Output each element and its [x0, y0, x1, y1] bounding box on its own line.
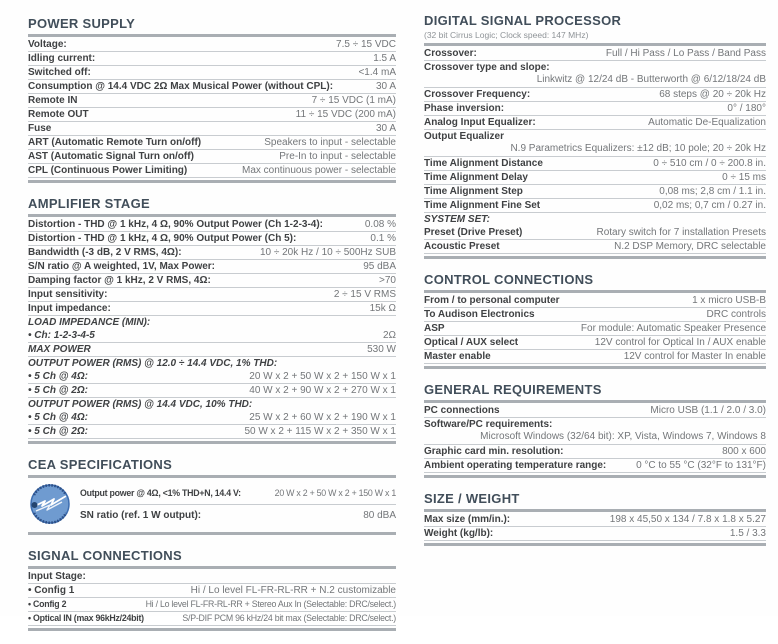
- section-title: AMPLIFIER STAGE: [28, 196, 150, 211]
- spec-value: 10 ÷ 20k Hz / 10 ÷ 500Hz SUB: [259, 247, 396, 258]
- spec-label: Fuse: [28, 123, 52, 134]
- spec-label: SYSTEM SET:: [424, 214, 490, 225]
- spec-label: OUTPUT POWER (RMS) @ 14.4 VDC, 10% THD:: [28, 399, 253, 410]
- spec-row: [28, 122, 396, 136]
- spec-row: [424, 459, 766, 473]
- spec-value: 11 ÷ 15 VDC (200 mA): [295, 109, 396, 120]
- spec-value: 20 W x 2 + 50 W x 2 + 150 W x 1: [249, 371, 396, 382]
- spec-row: [424, 171, 766, 185]
- spec-row: [28, 94, 396, 108]
- spec-label: LOAD IMPEDANCE (MIN):: [28, 317, 151, 328]
- spec-value: 68 steps @ 20 ÷ 20k Hz: [659, 89, 766, 100]
- spec-label: From / to personal computer: [424, 295, 560, 306]
- spec-label: S/N ratio @ A weighted, 1V, Max Power:: [28, 261, 216, 272]
- spec-value: 0.1 %: [370, 233, 396, 244]
- section-general-requirements: [424, 382, 766, 478]
- spec-label: Weight (kg/lb):: [424, 528, 494, 539]
- spec-value: Linkwitz @ 12/24 dB - Butterworth @ 6/12/18/24 dB: [536, 74, 766, 85]
- spec-row: [28, 329, 396, 343]
- spec-row: [28, 612, 396, 626]
- spec-label: Output Equalizer: [424, 131, 504, 142]
- spec-label: CPL (Continuous Power Limiting): [28, 165, 188, 176]
- spec-value: 50 W x 2 + 115 W x 2 + 350 W x 1: [244, 426, 396, 437]
- spec-row: [424, 513, 766, 527]
- spec-label: ART (Automatic Remote Turn on/off): [28, 137, 202, 148]
- spec-value: Automatic De-Equalization: [648, 117, 766, 128]
- section-header: [28, 196, 396, 217]
- spec-label: Ambient operating temperature range:: [424, 460, 607, 471]
- cea-body: [28, 479, 396, 530]
- spec-row: [28, 288, 396, 302]
- spec-row: [28, 66, 396, 80]
- spec-label: Master enable: [424, 351, 491, 362]
- spec-value: 2Ω: [382, 330, 396, 341]
- spec-value: N.9 Parametrics Equalizers: ±12 dB; 10 pole; 20 ÷ 20k Hz: [510, 143, 766, 154]
- spec-row: [424, 404, 766, 418]
- section-title: GENERAL REQUIREMENTS: [424, 382, 602, 397]
- spec-value: Full / Hi Pass / Lo Pass / Band Pass: [605, 48, 766, 59]
- spec-value: Max continuous power - selectable: [242, 165, 396, 176]
- spec-value: 0 °C to 55 °C (32°F to 131°F): [636, 460, 766, 471]
- spec-label: Optical / AUX select: [424, 337, 519, 348]
- spec-row: [424, 88, 766, 102]
- spec-label: Acoustic Preset: [424, 241, 500, 252]
- section-title: POWER SUPPLY: [28, 16, 136, 31]
- spec-label: PC connections: [424, 405, 500, 416]
- spec-row: [28, 357, 396, 370]
- spec-label: Bandwidth (-3 dB, 2 V RMS, 4Ω):: [28, 247, 182, 258]
- spec-row: [424, 294, 766, 308]
- spec-row: [424, 308, 766, 322]
- spec-label: Remote IN: [28, 95, 78, 106]
- section-title: CONTROL CONNECTIONS: [424, 272, 594, 287]
- section-title: SIZE / WEIGHT: [424, 491, 520, 506]
- spec-label: Software/PC requirements:: [424, 419, 553, 430]
- spec-value: 0,08 ms; 2,8 cm / 1.1 in.: [659, 186, 766, 197]
- spec-label: Crossover:: [424, 48, 477, 59]
- spec-row: [28, 370, 396, 384]
- spec-rows: [28, 38, 396, 178]
- section-title: SIGNAL CONNECTIONS: [28, 548, 182, 563]
- spec-rows: [28, 218, 396, 439]
- spec-label: • Config 2: [28, 599, 67, 609]
- spec-value: Micro USB (1.1 / 2.0 / 3.0): [650, 405, 766, 416]
- spec-row: [28, 136, 396, 150]
- spec-row: [424, 157, 766, 171]
- right-column: [424, 0, 766, 559]
- section-cea-specifications: [28, 457, 396, 535]
- spec-value: 800 x 600: [722, 446, 766, 457]
- section-title: DIGITAL SIGNAL PROCESSOR: [424, 13, 622, 28]
- spec-row: [28, 343, 396, 357]
- spec-value: 1.5 A: [373, 53, 396, 64]
- spec-value: N.2 DSP Memory, DRC selectable: [614, 241, 766, 252]
- section-header: [28, 16, 396, 37]
- spec-value: Microsoft Windows (32/64 bit): XP, Vista, Windows 7, Windows 8: [480, 431, 766, 442]
- spec-label: Distortion - THD @ 1 kHz, 4 Ω, 90% Output Power (Ch 1-2-3-4):: [28, 219, 324, 230]
- spec-row: [424, 445, 766, 459]
- spec-value: 0° / 180°: [727, 103, 766, 114]
- spec-value: For module: Automatic Speaker Presence: [580, 323, 766, 334]
- spec-label: Remote OUT: [28, 109, 89, 120]
- section-title: CEA SPECIFICATIONS: [28, 457, 173, 472]
- spec-rows: [424, 294, 766, 364]
- spec-row: [28, 260, 396, 274]
- spec-label: Time Alignment Fine Set: [424, 200, 541, 211]
- section-header: [424, 13, 766, 46]
- spec-label: • 5 Ch @ 2Ω:: [28, 426, 88, 437]
- left-column: [28, 0, 396, 644]
- spec-value: 95 dBA: [363, 261, 396, 272]
- spec-row: [424, 226, 766, 240]
- spec-row: [424, 199, 766, 213]
- section-header: [424, 382, 766, 403]
- spec-row: [28, 232, 396, 246]
- section-amplifier-stage: [28, 196, 396, 444]
- spec-value: >70: [379, 275, 396, 286]
- section-header: [28, 457, 396, 478]
- spec-value: 0 ÷ 15 ms: [722, 172, 766, 183]
- section-header: [28, 548, 396, 569]
- spec-row: [28, 52, 396, 66]
- spec-row: [28, 411, 396, 425]
- spec-label: Input impedance:: [28, 303, 111, 314]
- spec-row: [424, 527, 766, 541]
- spec-value: 15k Ω: [369, 303, 396, 314]
- spec-value: 1.5 / 3.3: [729, 528, 766, 539]
- spec-row: [424, 240, 766, 254]
- spec-label: Preset (Drive Preset): [424, 227, 523, 238]
- spec-label: Output power @ 4Ω, <1% THD+N, 14.4 V:: [80, 487, 241, 498]
- section-subtitle: (32 bit Cirrus Logic; Clock speed: 147 MHz): [424, 30, 589, 40]
- spec-label: Graphic card min. resolution:: [424, 446, 564, 457]
- spec-rows: [424, 513, 766, 541]
- spec-label: Time Alignment Distance: [424, 158, 543, 169]
- spec-value: 0.08 %: [364, 219, 396, 230]
- spec-row: [424, 185, 766, 199]
- spec-row: [28, 598, 396, 612]
- spec-value: 0,02 ms; 0,7 cm / 0.27 in.: [653, 200, 766, 211]
- spec-value: Rotary switch for 7 installation Presets: [596, 227, 766, 238]
- spec-label: • Optical IN (max 96kHz/24bit): [28, 613, 144, 623]
- spec-row: [28, 218, 396, 232]
- spec-row: [424, 322, 766, 336]
- spec-row: [28, 398, 396, 411]
- spec-value: Hi / Lo level FL-FR-RL-RR + N.2 customizable: [190, 585, 396, 596]
- spec-row: [28, 316, 396, 329]
- spec-row: [28, 150, 396, 164]
- spec-label: AST (Automatic Signal Turn on/off): [28, 151, 194, 162]
- spec-label: Distortion - THD @ 1 kHz, 4 Ω, 90% Output Power (Ch 5):: [28, 233, 297, 244]
- section-header: [424, 272, 766, 293]
- spec-label: • Ch: 1-2-3-4-5: [28, 330, 95, 341]
- spec-label: Max size (mm/in.):: [424, 514, 511, 525]
- spec-label: Input sensitivity:: [28, 289, 108, 300]
- spec-value: 1 x micro USB-B: [692, 295, 766, 306]
- spec-row: [424, 350, 766, 364]
- spec-row: [28, 425, 396, 439]
- spec-value: 0 ÷ 510 cm / 0 ÷ 200.8 in.: [653, 158, 766, 169]
- spec-value: 30 A: [375, 123, 396, 134]
- spec-label: SN ratio (ref. 1 W output):: [80, 509, 202, 521]
- spec-label: Consumption @ 14.4 VDC 2Ω Max Musical Power (without CPL):: [28, 81, 334, 92]
- spec-label: Idling current:: [28, 53, 96, 64]
- spec-row: [80, 505, 396, 526]
- spec-row: [28, 584, 396, 598]
- spec-rows: [424, 404, 766, 473]
- spec-label: ASP: [424, 323, 445, 334]
- spec-value: S/P-DIF PCM 96 kHz/24 bit max (Selectable: DRC/select.): [182, 613, 396, 623]
- section-size-weight: [424, 491, 766, 546]
- spec-label: • 5 Ch @ 4Ω:: [28, 412, 88, 423]
- spec-row: [424, 336, 766, 350]
- spec-row: [424, 213, 766, 226]
- spec-row: [28, 274, 396, 288]
- spec-value: Hi / Lo level FL-FR-RL-RR + Stereo Aux In (Selectable: DRC/select.): [145, 599, 396, 609]
- spec-label: Time Alignment Step: [424, 186, 523, 197]
- spec-label: Time Alignment Delay: [424, 172, 528, 183]
- spec-label: • 5 Ch @ 2Ω:: [28, 385, 88, 396]
- spec-row: [80, 483, 396, 505]
- spec-value: 20 W x 2 + 50 W x 2 + 150 W x 1: [274, 487, 396, 498]
- spec-rows: [80, 483, 396, 526]
- section-digital-signal-processor: [424, 13, 766, 259]
- spec-label: Crossover Frequency:: [424, 89, 531, 100]
- spec-row: [28, 246, 396, 260]
- spec-value: Speakers to input - selectable: [264, 137, 396, 148]
- spec-value: Pre-In to input - selectable: [279, 151, 396, 162]
- spec-rows: [424, 47, 766, 254]
- spec-label: Crossover type and slope:: [424, 62, 550, 73]
- spec-row: [424, 61, 766, 88]
- spec-value: <1.4 mA: [358, 67, 396, 78]
- spec-row: [424, 418, 766, 445]
- spec-value: 2 ÷ 15 V RMS: [333, 289, 396, 300]
- spec-row: [28, 108, 396, 122]
- spec-row: [28, 384, 396, 398]
- spec-label: Analog Input Equalizer:: [424, 117, 536, 128]
- spec-value: 530 W: [367, 344, 396, 355]
- spec-value: 80 dBA: [363, 509, 396, 521]
- spec-label: Damping factor @ 1 kHz, 2 V RMS, 4Ω:: [28, 275, 211, 286]
- section-power-supply: [28, 16, 396, 183]
- spec-label: Switched off:: [28, 67, 91, 78]
- spec-value: DRC controls: [706, 309, 766, 320]
- spec-row: [424, 47, 766, 61]
- spec-label: MAX POWER: [28, 344, 91, 355]
- spec-label: Input Stage:: [28, 571, 86, 582]
- spec-row: [28, 80, 396, 94]
- spec-row: [28, 302, 396, 316]
- section-control-connections: [424, 272, 766, 369]
- spec-label: To Audison Electronics: [424, 309, 535, 320]
- spec-row: [424, 130, 766, 157]
- spec-label: Phase inversion:: [424, 103, 505, 114]
- spec-value: 40 W x 2 + 90 W x 2 + 270 W x 1: [249, 385, 396, 396]
- spec-value: 7 ÷ 15 VDC (1 mA): [311, 95, 396, 106]
- spec-value: 7.5 ÷ 15 VDC: [336, 39, 396, 50]
- spec-value: 198 x 45,50 x 134 / 7.8 x 1.8 x 5.27: [609, 514, 766, 525]
- cea-2006-logo: [28, 481, 72, 527]
- spec-label: OUTPUT POWER (RMS) @ 12.0 ÷ 14.4 VDC, 1% THD:: [28, 358, 278, 369]
- spec-value: 12V control for Master In enable: [623, 351, 766, 362]
- spec-rows: [28, 570, 396, 626]
- spec-label: • 5 Ch @ 4Ω:: [28, 371, 88, 382]
- spec-label: Voltage:: [28, 39, 67, 50]
- spec-row: [424, 116, 766, 130]
- spec-row: [28, 570, 396, 584]
- spec-row: [28, 38, 396, 52]
- section-header: [424, 491, 766, 512]
- spec-value: 30 A: [375, 81, 396, 92]
- spec-value: 25 W x 2 + 60 W x 2 + 190 W x 1: [249, 412, 396, 423]
- spec-value: 12V control for Optical In / AUX enable: [594, 337, 766, 348]
- spec-row: [28, 164, 396, 178]
- section-signal-connections: [28, 548, 396, 631]
- spec-label: • Config 1: [28, 585, 75, 596]
- spec-row: [424, 102, 766, 116]
